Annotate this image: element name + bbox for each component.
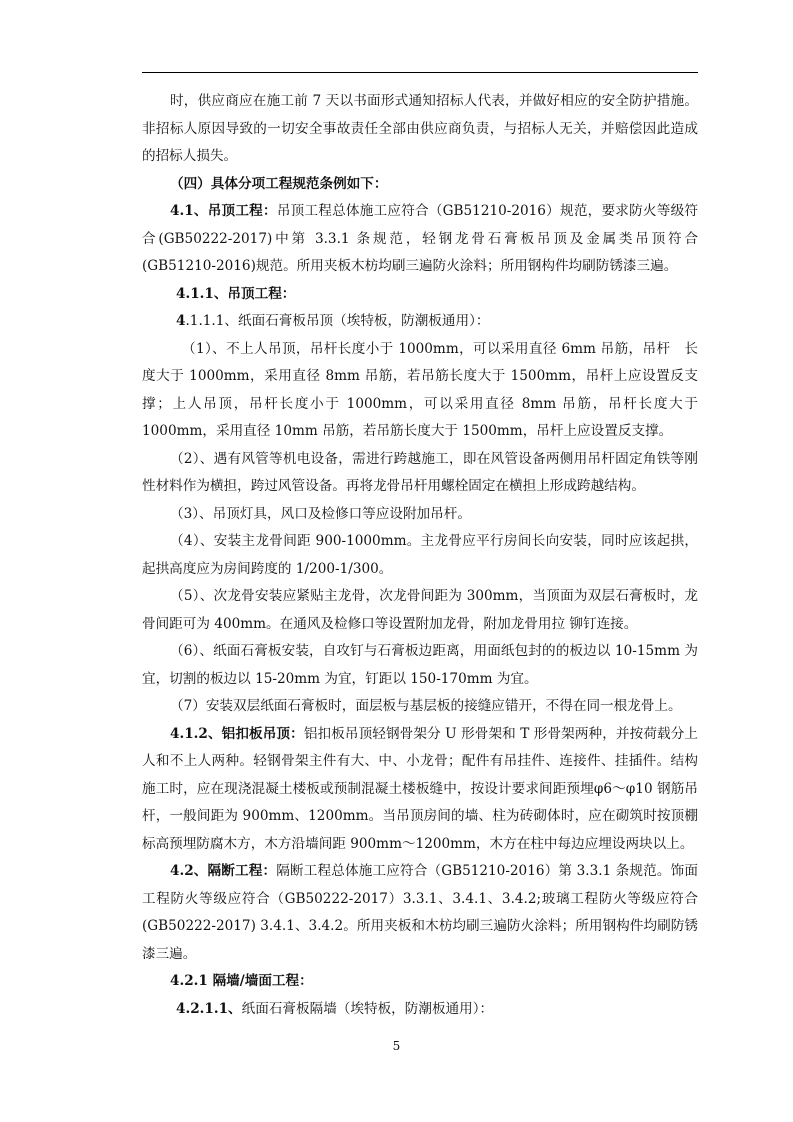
paragraph-item-7: （7）安装双层纸面石膏板时，面层板与基层板的接缝应错开，不得在同一根龙骨上。 xyxy=(170,698,682,714)
heading-4-2-1: 4.2.1 隔墙/墙面工程： xyxy=(170,973,313,989)
paragraph-safety: 时，供应商应在施工前 7 天以书面形式通知招标人代表，并做好相应的安全防护措施。非招标人原因导致的一切安全事故责任全部由供应商负责，与招标人无关，并赔偿因此造成的招标人损失。 xyxy=(142,93,698,164)
paragraph-item-5: （5）、次龙骨安装应紧贴主龙骨，次龙骨间距为 300mm，当顶面为双层石膏板时，龙骨间距可为 400mm。在通风及检修口等设置附加龙骨，附加龙骨用拉 铆钉连接。 xyxy=(142,588,698,632)
paragraph-4-2-partition: 4.2、隔断工程：隔断工程总体施工应符合（GB51210-2016）第 3.3.1 条规范。饰面工程防火等级应符合（GB50222-2017）3.3.1、3.4.1、3.4.2;玻璃工程防火等级应符合(GB50222-2017) 3.4.1、3.4.2。所用夹板和木枋均刷三遍防火涂料；所用钢构件均刷防锈漆三遍。 xyxy=(142,863,698,962)
heading-section-4: （四）具体分项工程规范条例如下： xyxy=(170,175,388,192)
heading-4-1-1-1: 4.1.1.1、纸面石膏板吊顶（埃特板，防潮板通用）： xyxy=(176,313,490,329)
paragraph-4-1-ceiling: 4.1、吊顶工程：吊顶工程总体施工应符合（GB51210-2016）规范，要求防火等级符合(GB50222-2017)中第 3.3.1 条规范，轻钢龙骨石膏板吊顶及金属类吊顶符合(GB51210-2016)规范。所用夹板木枋均刷三遍防火涂料；所用钢构件均刷防锈漆三遍。 xyxy=(142,203,698,274)
paragraph-item-6: （6）、纸面石膏板安装，自攻钉与石膏板边距离，用面纸包封的的板边以 10-15mm 为宜，切割的板边以 15-20mm 为宜，钉距以 150-170mm 为宜。 xyxy=(142,643,698,687)
header-rule xyxy=(142,72,698,73)
paragraph-4-1-2-aluminum: 4.1.2、铝扣板吊顶：铝扣板吊顶轻钢骨架分 U 形骨架和 T 形骨架两种，并按荷载分上人和不上人两种。轻钢骨架主件有大、中、小龙骨；配件有吊挂件、连接件、挂插件。结构施工时，应在现浇混凝土楼板或预制混凝土楼板缝中，按设计要求间距预埋φ6～φ10 钢筋吊杆，一般间距为 900mm、1200mm。当吊顶房间的墙、柱为砖砌体时，应在砌筑时按顶棚标高预埋防腐木方，木方沿墙间距 900mm～1200mm，木方在柱中每边应埋设两块以上。 xyxy=(142,725,698,852)
heading-4-2-1-1: 4.2.1.1、纸面石膏板隔墙（埃特板，防潮板通用）： xyxy=(176,1000,494,1017)
paragraph-item-4: （4）、安装主龙骨间距 900-1000mm。主龙骨应平行房间长向安装，同时应该起拱，起拱高度应为房间跨度的 1/200-1/300。 xyxy=(142,533,698,577)
paragraph-item-3: （3）、吊顶灯具，风口及检修口等应设附加吊杆。 xyxy=(170,505,471,522)
paragraph-item-1: （1）、不上人吊顶，吊杆长度小于 1000mm，可以采用直径 6mm 吊筋，吊杆 长度大于 1000mm，采用直径 8mm 吊筋，若吊筋长度大于 1500mm，吊杆上应设置反支撑；上人吊顶，吊杆长度小于 1000mm，可以采用直径 8mm 吊筋，吊杆长度大于 1000mm，采用直径 10mm 吊筋，若吊筋长度大于 1500mm，吊杆上应设置反支撑。 xyxy=(142,340,698,439)
heading-4-1-1: 4.1.1、吊顶工程： xyxy=(176,285,296,302)
paragraph-item-2: （2）、遇有风管等机电设备，需进行跨越施工，即在风管设备两侧用吊杆固定角铁等刚性材料作为横担，跨过风管设备。再将龙骨吊杆用螺栓固定在横担上形成跨越结构。 xyxy=(142,450,698,494)
document-body xyxy=(142,88,698,1023)
page-number: 5 xyxy=(392,1039,401,1053)
